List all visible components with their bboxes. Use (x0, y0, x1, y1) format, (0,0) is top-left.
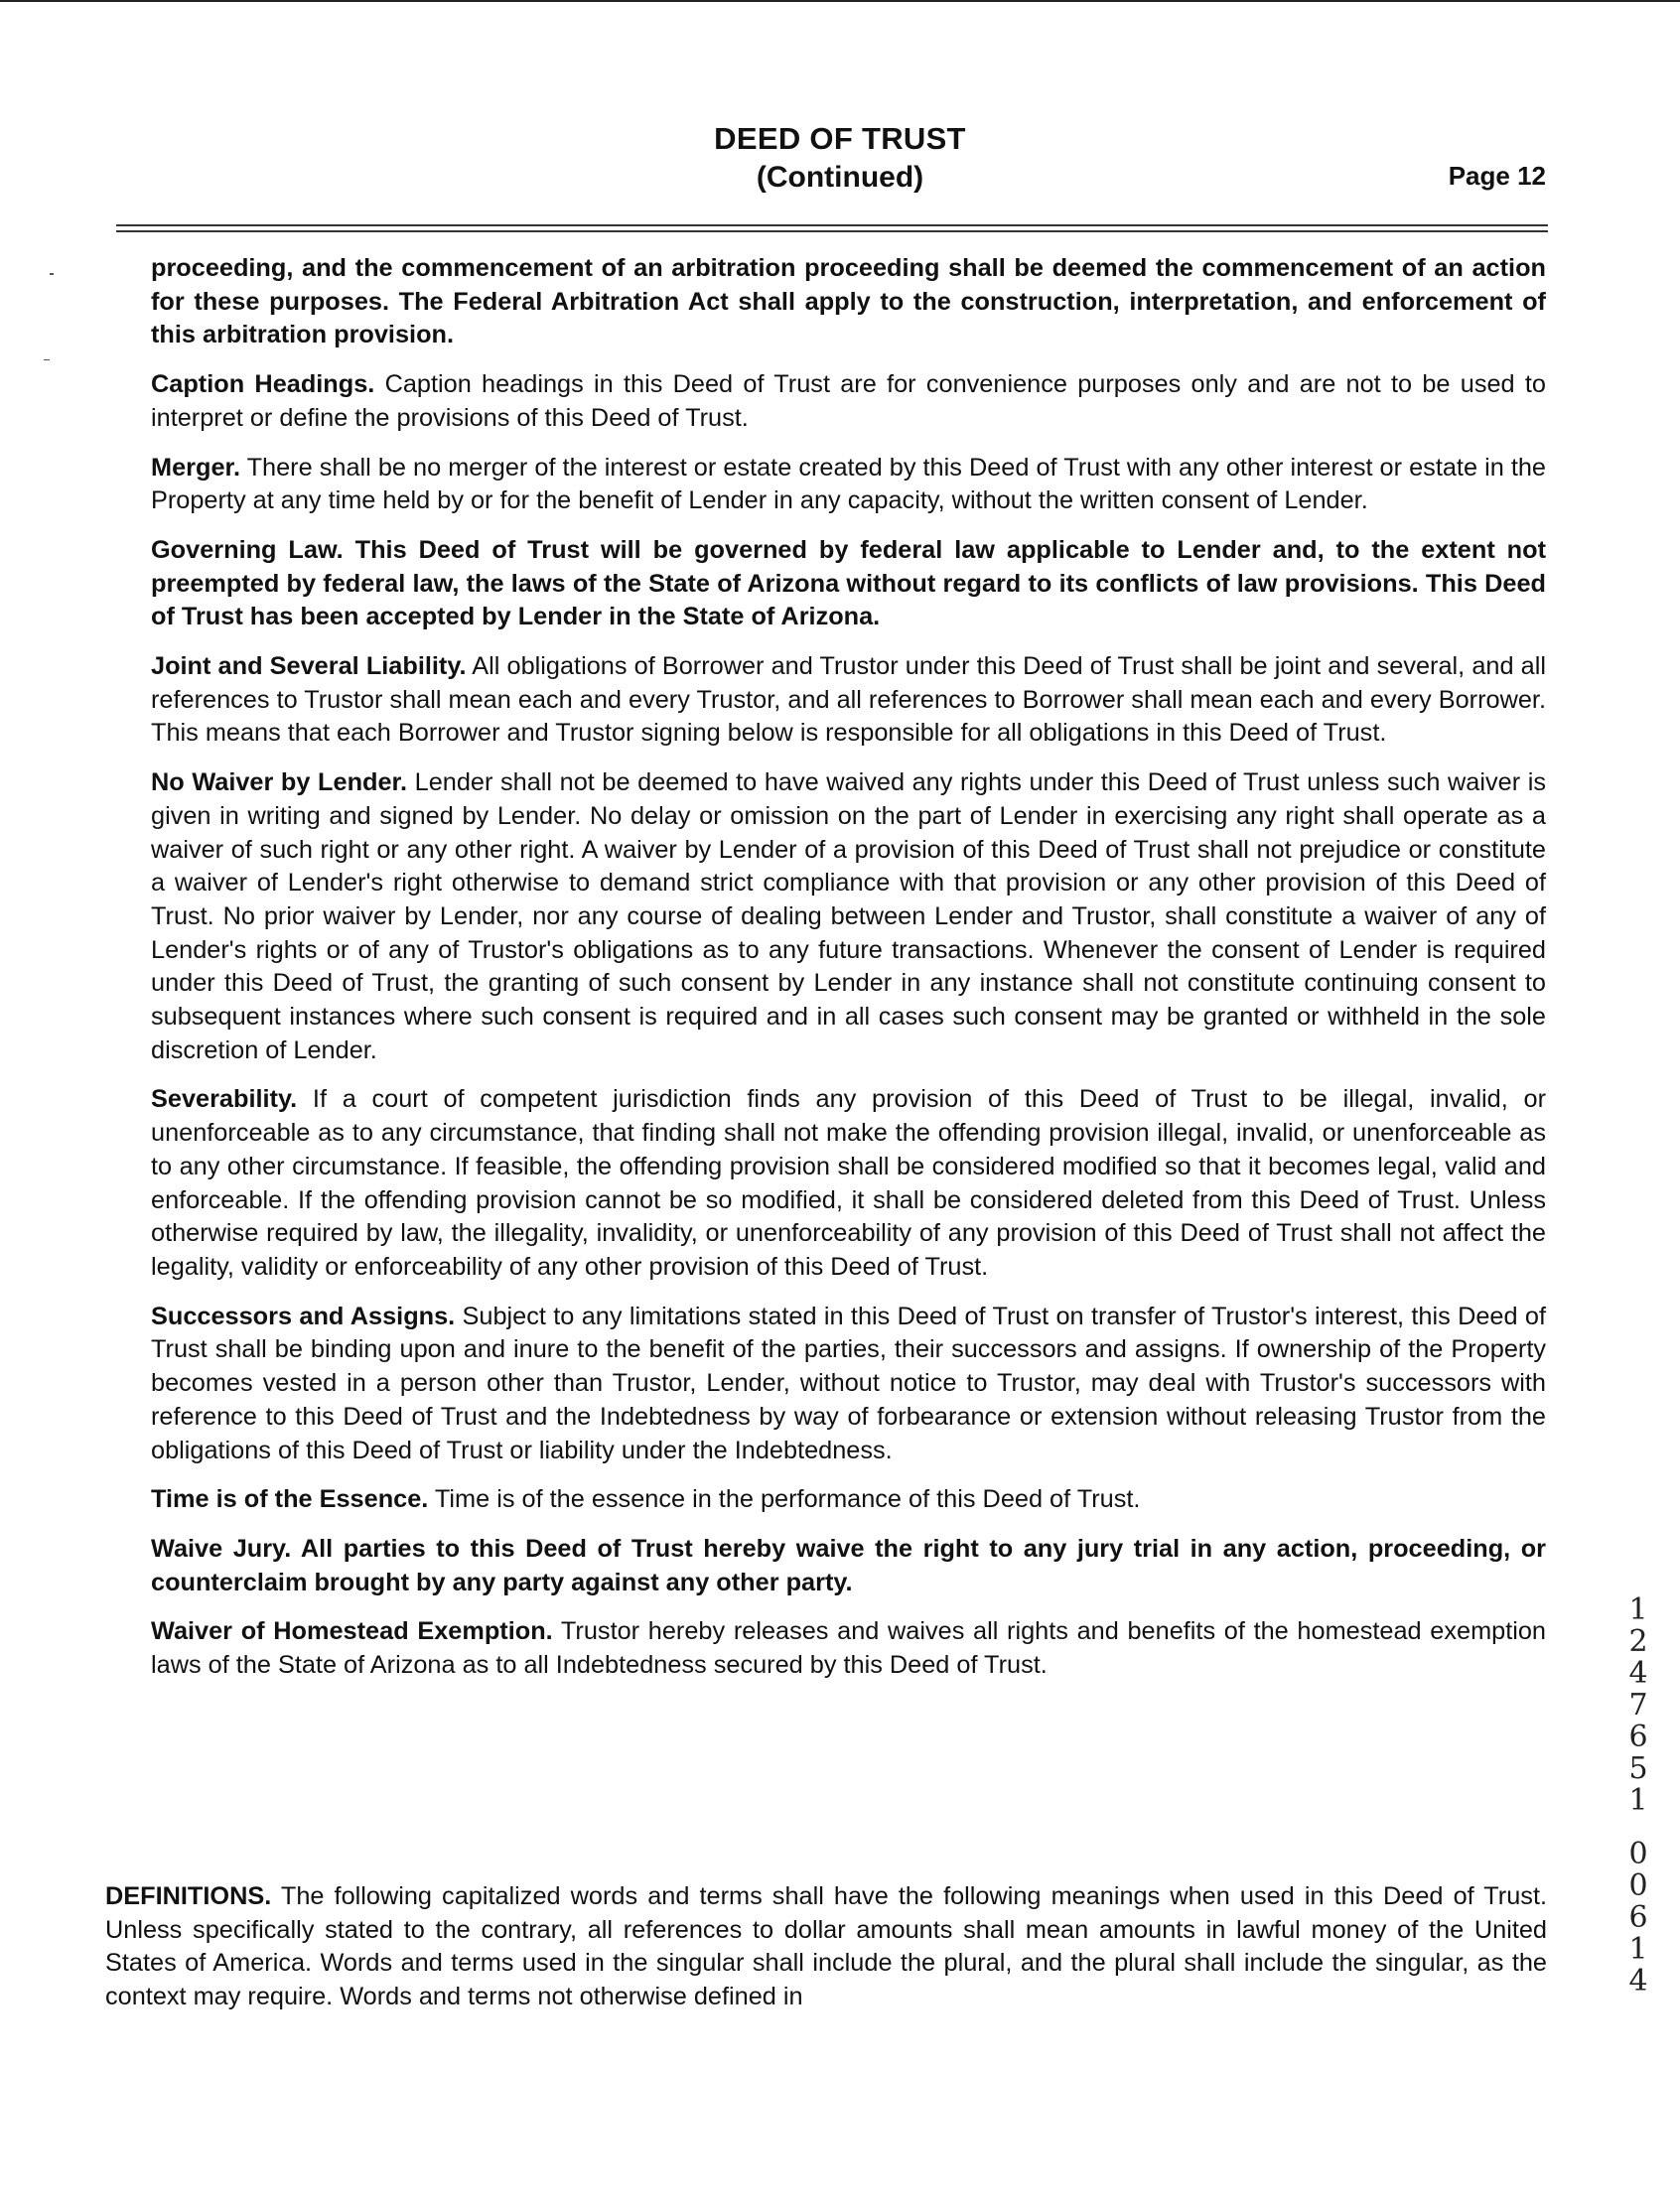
recording-number-stamp (1620, 1594, 1656, 1998)
clause-paragraph (151, 1533, 1546, 1599)
clause-text: Time is of the essence in the performance of this Deed of Trust. (434, 1485, 1141, 1514)
document-subtitle: (Continued) (756, 161, 924, 194)
clause-text: Subject to any limitations stated in this Deed of Trust on transfer of Trustor's interest, this Deed of Trust shall be binding upon and inure to the benefit of the parties, their successors and assigns. If ownership of the Property becomes vested in a person other than Trustor, Lender, without notice to Trustor, may deal with Trustor's successors with reference to this Deed of Trust and the Indebtedness by way of forbearance or extension without releasing Trustor from the obligations of this Deed of Trust or liability under the Indebtedness. (151, 1302, 1546, 1464)
clause-paragraph (151, 1083, 1546, 1284)
clause-paragraph (151, 1301, 1546, 1468)
clause-text: If a court of competent jurisdiction finds any provision of this Deed of Trust to be illegal, invalid, or unenforceable as to any circumstance, that finding shall not make the offending provision illegal, invalid, or unenforceable as to any other circumstance. If feasible, the offending provision shall be considered modified so that it becomes legal, valid and enforceable. If the offending provision cannot be so modified, it shall be considered deleted from this Deed of Trust. Unless otherwise required by law, the illegality, invalidity, or unenforceability of any provision of this Deed of Trust shall not affect the legality, validity or enforceability of any other provision of this Deed of Trust. (151, 1085, 1546, 1281)
clause-paragraph (151, 452, 1546, 518)
recording-stamp-line-1: 1 2 4 7 6 5 1 (1628, 1592, 1648, 1818)
clause-heading: Governing Law. (151, 535, 344, 564)
header-divider-bottom (116, 230, 1548, 232)
clause-text: Trustor hereby releases and waives all rights and benefits of the homestead exemption laws of the State of Arizona as to all Indebtedness secured by this Deed of Trust. (151, 1617, 1546, 1680)
clause-heading: Waiver of Homestead Exemption. (151, 1617, 553, 1646)
recording-stamp-line-2: 0 0 6 1 4 (1628, 1837, 1648, 1999)
clause-heading: Time is of the Essence. (151, 1485, 429, 1514)
clause-heading: Merger. (151, 453, 240, 482)
clause-paragraph (151, 650, 1546, 751)
clause-text: All obligations of Borrower and Trustor under this Deed of Trust shall be joint and several, and all references to Trustor shall mean each and every Trustor, and all references to Borrower shall mean each and every Borrower. This means that each Borrower and Trustor signing below is responsible for all obligations in this Deed of Trust. (151, 652, 1546, 748)
header-divider-top (116, 224, 1548, 226)
clause-text: Caption headings in this Deed of Trust are for convenience purposes only and are not to be used to interpret or define the provisions of this Deed of Trust. (151, 370, 1546, 432)
clause-heading: Caption Headings. (151, 370, 375, 399)
page-header (0, 121, 1680, 201)
clause-text: Lender shall not be deemed to have waived any rights under this Deed of Trust unless such waiver is given in writing and signed by Lender. No delay or omission on the part of Lender in exercising any right shall operate as a waiver of such right or any other right. A waiver by Lender of a provision of this Deed of Trust shall not prejudice or constitute a waiver of Lender's right otherwise to demand strict compliance with that provision or any other provision of this Deed of Trust. No prior waiver by Lender, nor any course of dealing between Lender and Trustor, shall constitute a waiver of any of Lender's rights or of any of Trustor's obligations as to any future transactions. Whenever the consent of Lender is required under this Deed of Trust, the granting of such consent by Lender in any instance shall not constitute continuing consent to subsequent instances where such consent is required and in all cases such consent may be granted or withheld in the sole discretion of Lender. (151, 768, 1546, 1064)
definitions-text: The following capitalized words and terms shall have the following meanings when used in this Deed of Trust. Unless specifically stated to the contrary, all references to dollar amounts shall mean amounts in lawful money of the United States of America. Words and terms used in the singular shall include the plural, and the plural shall include the singular, as the context may require. Words and terms not otherwise defined in (105, 1882, 1547, 2011)
scan-mark (50, 273, 54, 275)
document-title: DEED OF TRUST (714, 121, 966, 156)
clause-paragraph (151, 252, 1546, 352)
clause-heading: Waive Jury. (151, 1534, 292, 1563)
clause-paragraph (151, 368, 1546, 435)
page-number: Page 12 (1448, 161, 1546, 191)
clause-paragraph (151, 766, 1546, 1067)
definitions-heading: DEFINITIONS. (105, 1882, 272, 1910)
clause-paragraph (151, 1615, 1546, 1682)
clause-text: There shall be no merger of the interest or estate created by this Deed of Trust with any other interest or estate in the Property at any time held by or for the benefit of Lender in any capacity, without the written consent of Lender. (151, 453, 1546, 515)
clause-heading: No Waiver by Lender. (151, 768, 408, 797)
definitions-paragraph (105, 1880, 1547, 2014)
scan-top-edge (0, 0, 1680, 2)
clause-paragraph (151, 1483, 1546, 1517)
clause-text: proceeding, and the commencement of an arbitration proceeding shall be deemed the commencement of an action for these purposes. The Federal Arbitration Act shall apply to the construction, interpretation, and enforcement of this arbitration provision. (151, 254, 1546, 349)
clause-text: All parties to this Deed of Trust hereby waive the right to any jury trial in any action, proceeding, or counterclaim brought by any party against any other party. (151, 1534, 1546, 1596)
clause-paragraph (151, 534, 1546, 634)
clause-heading: Severability. (151, 1085, 298, 1114)
clause-heading: Successors and Assigns. (151, 1302, 456, 1330)
clause-heading: Joint and Several Liability. (151, 652, 467, 681)
document-body (151, 252, 1546, 1699)
clause-text: This Deed of Trust will be governed by federal law applicable to Lender and, to the extent not preempted by federal law, the laws of the State of Arizona without regard to its conflicts of law provisions. This Deed of Trust has been accepted by Lender in the State of Arizona. (151, 535, 1547, 631)
scan-mark (44, 359, 50, 360)
